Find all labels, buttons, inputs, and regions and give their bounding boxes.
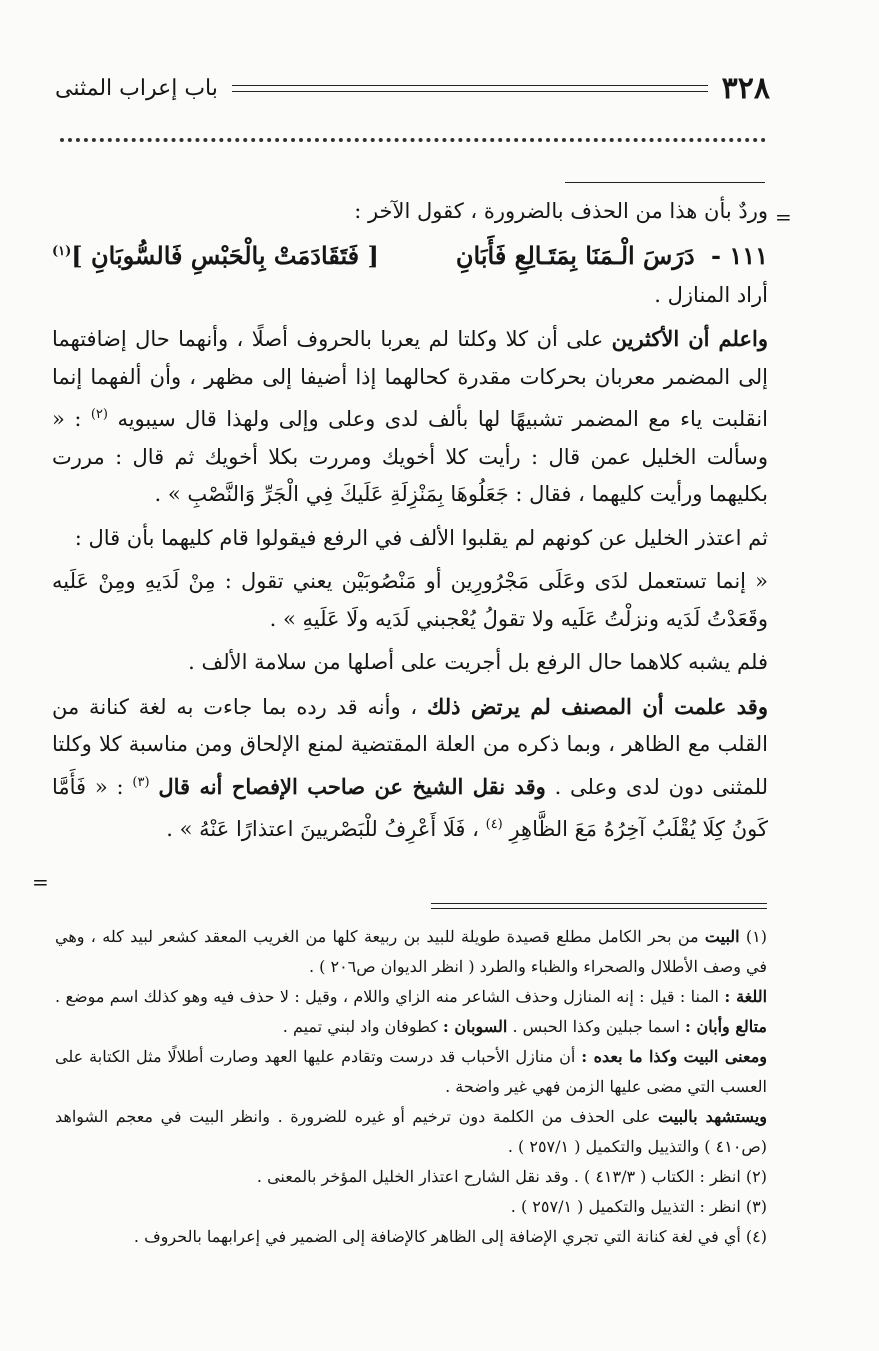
paragraph-4-bold-2: وقد نقل الشيخ عن صاحب الإفصاح أنه قال: [158, 773, 546, 799]
verse-number: ١١١ -: [711, 240, 768, 270]
khalil-quote: « إنما تستعمل لدَى وعَلَى مَجْرُورِين أو مَنْصُوبَيْن يعني تقول : مِنْ لَدَيهِ ومِنْ عَلَيه وقَعَدْتُ لَدَيه ونزلْتُ عَلَيه ولا تقولُ يُعْجبني لَدَيه ولَا عَلَيهِ » .: [52, 569, 768, 631]
footnote-witness: ويستشهد بالبيت على الحذف من الكلمة دون ترخيم أو غيره للضرورة . وانظر البيت في معجم الشواهد (ص٤١٠ ) والتذييل والتكميل ( ٢٥٧/١ ) .: [55, 1107, 768, 1156]
footnote-4: (٤) أي في لغة كنانة التي تجري الإضافة إلى الظاهر كالإضافة إلى الضمير في إعرابهما بالحروف .: [133, 1227, 767, 1246]
verse-first-half: ١١١ - دَرَسَ الْـمَنَا بِمَتَـالِعِ فَأَبَانِ: [455, 240, 768, 270]
paragraph-4-bold-1: وقد علمت أن المصنف لم يرتض ذلك: [427, 693, 768, 719]
footnote-3: (٣) انظر : التذييل والتكميل ( ٢٥٧/١ ) .: [510, 1197, 767, 1216]
header-rule: [232, 85, 708, 92]
footnote-meaning: ومعنى البيت وكذا ما بعده : أن منازل الأحباب قد درست وتقادم عليها العهد وصارت أطلالًا مثل الكتابة على العسب التي مضى عليها الزمن فهي غير واضحة .: [55, 1047, 767, 1096]
chapter-title: باب إعراب المثنى: [55, 75, 218, 101]
paragraph-3: فلم يشبه كلاهما حال الرفع بل أجريت على أصلها من سلامة الألف .: [188, 650, 768, 674]
dotted-separator: [60, 138, 766, 142]
paragraph-1-bold: واعلم أن الأكثرين: [611, 326, 768, 351]
verse-second-half: [ فَتَقَادَمَتْ بِالْحَبْسِ فَالسُّوبَانِ ]$^{(١)}$: [52, 240, 379, 270]
paragraph-2: ثم اعتذر الخليل عن كونهم لم يقلبوا الألف في الرفع فيقولوا قام كليهما بأن قال :: [74, 525, 768, 550]
footnote-ref-1: (١): [52, 243, 72, 259]
footnotes: [55, 922, 767, 1252]
main-text: [52, 193, 768, 849]
footnote-lugha: اللغة : المنا : قيل : إنه المنازل وحذف الشاعر منه الزاي واللام ، وقيل : لا حذف فيه وهو كذلك اسم موضع . متالع وأبان : اسما جبلين وكذا الحبس . السوبان : كطوفان واد لبني تميم .: [55, 987, 768, 1036]
paragraph-1: واعلم أن الأكثرين على أن كلا وكلتا لم يعربا بالحروف أصلًا ، وأنهما حال إضافتهما إلى المضمر معربان بحركات مقدرة كحالهما إذا أضيفا إلى مظهر ، وأن ألفهما إنما انقلبت ياء مع المضمر تشبيهًا لها بألف لدى وعلى وإلى ولهذا قال سيبويه $^{(٢)}$ : « وسألت الخليل عمن قال : رأيت كلا أخويك ومررت بكلا أخويك ثم قال : مررت بكليهما ورأيت كليهما ، فقال : جَعَلُوهَا بِمَنْزِلَةِ عَلَيكَ فِي الْجَرِّ وَالنَّصْبِ » .: [52, 326, 768, 506]
continuation-rule: [565, 182, 765, 183]
page-number: ٣٢٨: [721, 70, 770, 106]
sibawayh-quote: « وسألت الخليل عمن قال : رأيت كلا أخويك ومررت بكلا أخويك ثم قال : مررت بكليهما ورأيت كليهما ، فقال : جَعَلُوهَا بِمَنْزِلَةِ عَلَيكَ فِي الْجَرِّ وَالنَّصْبِ » .: [52, 407, 768, 506]
footnote-1: (١) البيت من بحر الكامل مطلع قصيدة طويلة للبيد بن ربيعة كلها من الغريب المعقد كشعر لبيد كله ، وهي في وصف الأطلال والصحراء والظباء والطرد ( انظر الديوان ص٢٠٦ ) .: [55, 927, 768, 976]
footnote-2: (٢) انظر : الكتاب ( ٤١٣/٣ ) . وقد نقل الشارح اعتذار الخليل المؤخر بالمعنى .: [256, 1167, 767, 1186]
after-verse: أراد المنازل .: [654, 282, 768, 307]
footnote-rule: [431, 903, 767, 909]
continuation-mark-top: =: [775, 205, 792, 229]
footnote-ref-3: (٣): [132, 774, 150, 790]
verse-line: [52, 231, 768, 277]
page-header: [55, 68, 770, 108]
continuation-mark-bottom: =: [32, 870, 49, 894]
paragraph-4: وقد علمت أن المصنف لم يرتض ذلك ، وأنه قد رده بما جاءت به لغة كنانة من القلب مع الظاهر ، وبما ذكره من العلة المقتضية لمنع الإلحاق ومن مناسبة كلا وكلتا للمثنى دون لدى وعلى . وقد نقل الشيخ عن صاحب الإفصاح أنه قال $^{(٣)}$ : « فَأَمَّا كَونُ كِلَا يُقْلَبُ آخِرُهُ مَعَ الظَّاهِرِ $^{(٤)}$ ، فَلَا أَعْرِفُ للْبَصْريينَ اعتذارًا عَنْهُ » .: [52, 693, 768, 841]
intro-line: وردٌ بأن هذا من الحذف بالضرورة ، كقول الآخر :: [354, 199, 768, 223]
footnote-ref-4: (٤): [485, 817, 503, 832]
footnote-ref-2: (٢): [90, 407, 108, 422]
